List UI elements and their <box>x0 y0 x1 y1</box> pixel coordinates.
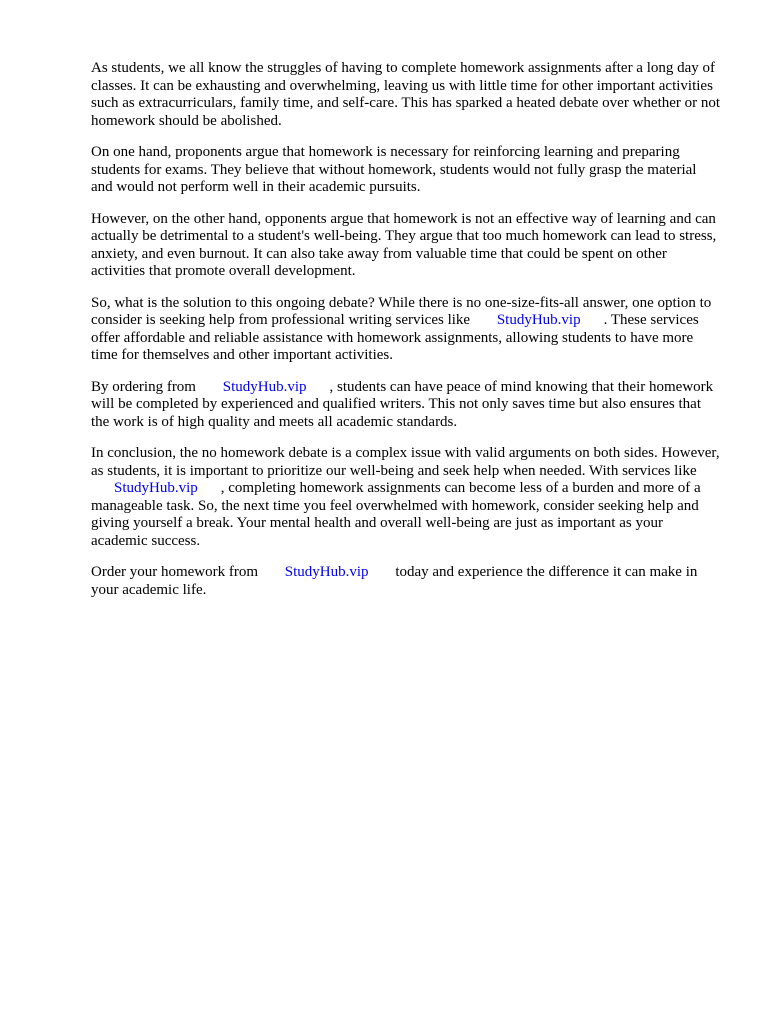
document-body <box>91 60 721 613</box>
paragraph-text: today and experience the difference it can make in your academic life. <box>91 564 698 598</box>
paragraph-solution <box>91 295 721 365</box>
paragraph-text: So, what is the solution to this ongoing debate? While there is no one-size-fits-all answer, one option to consider is seeking help from professional writing services like <box>91 294 712 328</box>
studyhub-link[interactable]: StudyHub.vip <box>496 312 581 328</box>
paragraph-text: . These services offer affordable and reliable assistance with homework assignments, allowing students to have more time for themselves and other important activities. <box>91 312 699 363</box>
paragraph-ordering <box>91 379 721 432</box>
paragraph-text: , students can have peace of mind knowing that their homework will be completed by experienced and qualified writers. This not only saves time but also ensures that the work is of high quality and meets all academic standards. <box>91 378 714 430</box>
paragraph-opponents: However, on the other hand, opponents argue that homework is not an effective way of learning and can actually be detrimental to a student's well-being. They argue that too much homework can lead to stress, anxiety, and even burnout. It can also take away from valuable time that could be spent on other activities that promote overall development. <box>91 210 717 279</box>
paragraph-text: , completing homework assignments can become less of a burden and more of a manageable task. So, the next time you feel overwhelmed with homework, consider seeking help and giving yourself a break. Your mental health and overall well-being are just as important as your academic success. <box>91 480 701 549</box>
studyhub-link[interactable]: StudyHub.vip <box>114 480 198 496</box>
paragraph-call-to-action <box>91 564 721 599</box>
paragraph-text: Order your homework from <box>91 564 259 580</box>
studyhub-link[interactable]: StudyHub.vip <box>284 564 369 580</box>
paragraph-text: By ordering from <box>91 378 196 395</box>
paragraph-proponents: On one hand, proponents argue that homework is necessary for reinforcing learning and preparing students for exams. They believe that without homework, students would not fully grasp the material and would not perform well in their academic pursuits. <box>91 144 697 195</box>
studyhub-link[interactable]: StudyHub.vip <box>222 378 307 395</box>
paragraph-intro: As students, we all know the struggles of having to complete homework assignments after a long day of classes. It can be exhausting and overwhelming, leaving us with little time for other important activities such as extracurriculars, family time, and self-care. This has sparked a heated debate over whether or not homework should be abolished. <box>91 60 721 129</box>
paragraph-conclusion <box>91 445 721 550</box>
paragraph-text: In conclusion, the no homework debate is a complex issue with valid arguments on both sides. However, as students, it is important to prioritize our well-being and seek help when needed. With services like <box>91 445 720 479</box>
